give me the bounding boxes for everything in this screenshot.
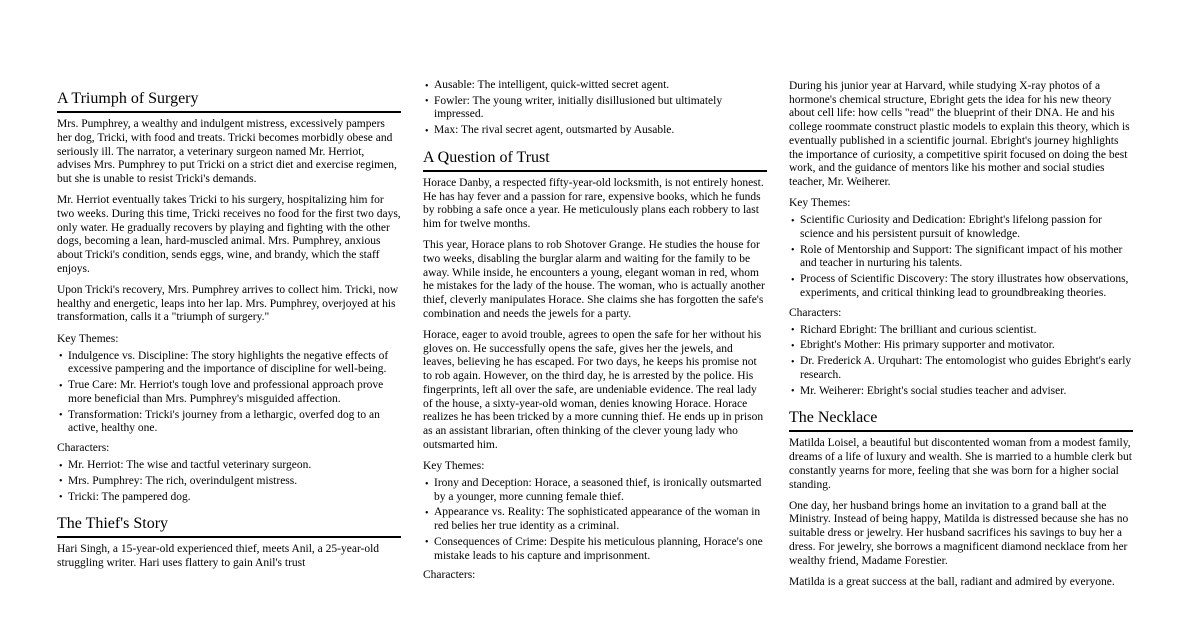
character-item: • Mr. Weiherer: Ebright's social studies teacher and adviser. [789, 385, 1133, 399]
summary-paragraph: Horace, eager to avoid trouble, agrees to open the safe for her without his gloves on. He successfully opens the safe, gives her the jewels, and leaves, believing he has escaped. For two days, he keeps his promise not to rob again. However, on the third day, he is arrested by the police. His fingerprints, left all over the safe, are undeniable evidence. The real lady of the house, a sixty-year-old woman, denies knowing Horace. Horace realizes he has been tricked by a more cunning thief. He ends up in prison as an assistant librarian, often thinking of the clever young lady who outsmarted him. [423, 329, 764, 451]
character-item: • Tricki: The pampered dog. [57, 491, 401, 505]
theme-list [423, 477, 767, 563]
character-item: • Ebright's Mother: His primary supporter and motivator. [789, 339, 1133, 353]
story-heading-the-necklace: The Necklace [789, 408, 1133, 432]
character-item: • Ausable: The intelligent, quick-witted secret agent. [423, 79, 767, 93]
theme-item: • True Care: Mr. Herriot's tough love and professional approach prove more beneficial than Mrs. Pumphrey's misguided affection. [57, 379, 401, 406]
character-item: • Dr. Frederick A. Urquhart: The entomologist who guides Ebright's early research. [789, 355, 1133, 382]
summary-paragraph-clipped: Hari Singh, a 15-year-old experienced thief, meets Anil, a 25-year-old struggling writer. Hari uses flattery to gain Anil's trust [57, 543, 380, 570]
summary-paragraph: Mr. Herriot eventually takes Tricki to his surgery, hospitalizing him for two weeks. During this time, Tricki receives no food for the first two days, only water. He gradually recovers by playing and fighting with the other dogs, becoming a lean, hard-muscled animal. Mrs. Pumphrey, anxious about Tricki's condition, sends eggs, wine, and brandy, which the staff enjoys. [57, 194, 401, 275]
summary-paragraph: This year, Horace plans to rob Shotover Grange. He studies the house for two weeks, disabling the burglar alarm and waiting for the family to be away. While inside, he encounters a young, elegant woman in red, whom he mistakes for the lady of the house. The woman, who is actually another thief, cleverly manipulates Horace. She claims she has forgotten the safe's combination and needs the jewels for a party. [423, 239, 765, 320]
theme-item: • Process of Scientific Discovery: The story illustrates how observations, experiments, and critical thinking lead to groundbreaking theories. [789, 273, 1133, 300]
summary-paragraph: During his junior year at Harvard, while studying X-ray photos of a hormone's chemical structure, Ebright gets the idea for his new theory about cell life: how cells "read" the blueprint of their DNA. He and his college roommate construct plastic models to explain this theory, which is eventually published in a scientific journal. Ebright's journey highlights the importance of curiosity, a competitive spirit focused on doing the best work, and the guidance of mentors like his mother and social studies teacher, Mr. Weiherer. [789, 80, 1130, 188]
story-heading-the-thiefs-story: The Thief's Story [57, 514, 401, 538]
summary-paragraph: Horace Danby, a respected fifty-year-old locksmith, is not entirely honest. He has hay fever and a passion for rare, expensive books, which he funds by robbing a safe once a year. He meticulously plans each robbery to last him for twelve months. [423, 177, 764, 231]
theme-item: • Irony and Deception: Horace, a seasoned thief, is ironically outsmarted by a younger, more cunning female thief. [423, 477, 767, 504]
column-left [57, 75, 401, 578]
character-list [57, 459, 401, 504]
key-themes-label: Key Themes: [423, 459, 485, 472]
character-item: • Mrs. Pumphrey: The rich, overindulgent mistress. [57, 475, 401, 489]
column-right [789, 75, 1133, 597]
character-list [423, 79, 767, 138]
column-center [423, 75, 767, 586]
story-heading-a-triumph-of-surgery: A Triumph of Surgery [57, 89, 401, 113]
summary-paragraph: One day, her husband brings home an invitation to a grand ball at the Ministry. Instead of being happy, Matilda is distressed because she has no suitable dress or jewelry. Her husband sacrifices his savings to buy her a dress. For jewelry, she borrows a magnificent diamond necklace from her wealthy friend, Madame Forestier. [789, 499, 1129, 567]
theme-item: • Scientific Curiosity and Dedication: Ebright's lifelong passion for science and his persistent pursuit of knowledge. [789, 214, 1133, 241]
summary-paragraph: Matilda Loisel, a beautiful but discontented woman from a modest family, dreams of a life of luxury and wealth. She is married to a humble clerk but constantly yearns for more, feeling that she was born for a higher social standing. [789, 437, 1132, 491]
story-heading-a-question-of-trust: A Question of Trust [423, 148, 767, 172]
theme-item: • Appearance vs. Reality: The sophisticated appearance of the woman in red belies her true identity as a criminal. [423, 506, 767, 533]
theme-list [57, 350, 401, 436]
key-themes-label: Key Themes: [57, 332, 119, 345]
character-item: • Fowler: The young writer, initially disillusioned but ultimately impressed. [423, 95, 767, 122]
theme-item: • Indulgence vs. Discipline: The story highlights the negative effects of excessive pampering and the importance of discipline for well-being. [57, 350, 401, 377]
character-item: • Mr. Herriot: The wise and tactful veterinary surgeon. [57, 459, 401, 473]
characters-label: Characters: [57, 441, 110, 454]
summary-paragraph-clipped: Matilda is a great success at the ball, radiant and admired by everyone. [789, 575, 1115, 588]
summary-paragraph: Upon Tricki's recovery, Mrs. Pumphrey arrives to collect him. Tricki, now healthy and energetic, leaps into her lap. Mrs. Pumphrey, overjoyed at his transformation, calls it a "triumph of surgery." [57, 283, 399, 324]
character-list [789, 324, 1133, 399]
character-item: • Richard Ebright: The brilliant and curious scientist. [789, 324, 1133, 338]
characters-label: Characters: [789, 306, 842, 319]
character-item: • Max: The rival secret agent, outsmarted by Ausable. [423, 124, 767, 138]
theme-item: • Transformation: Tricki's journey from a lethargic, overfed dog to an active, healthy one. [57, 409, 401, 436]
characters-label: Characters: [423, 569, 476, 582]
theme-item: • Role of Mentorship and Support: The significant impact of his mother and teacher in nurturing his talents. [789, 244, 1133, 271]
theme-item: • Consequences of Crime: Despite his meticulous planning, Horace's one mistake leads to his capture and imprisonment. [423, 536, 767, 563]
theme-list [789, 214, 1133, 300]
summary-paragraph: Mrs. Pumphrey, a wealthy and indulgent mistress, excessively pampers her dog, Tricki, with food and treats. Tricki becomes morbidly obese and seriously ill. The narrator, a veterinary surgeon named Mr. Herriot, advises Mrs. Pumphrey to put Tricki on a strict diet and exercise regimen, but she is unable to resist Tricki's demands. [57, 118, 397, 185]
key-themes-label: Key Themes: [789, 197, 851, 210]
